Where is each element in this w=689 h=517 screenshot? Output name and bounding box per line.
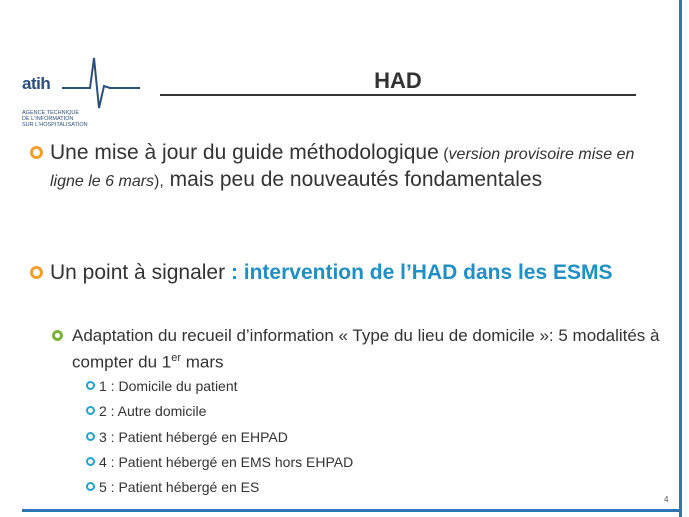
page-number: 4 [664,495,669,504]
modality-text: 2 : Autre domicile [99,403,207,419]
bottom-border-rule [22,509,682,512]
bullet-guide-update [30,140,670,194]
cyan-ring-bullet-icon [86,432,95,441]
modality-item [86,377,238,395]
modality-item [86,402,206,420]
cyan-ring-bullet-icon [86,381,95,390]
modality-item [86,428,288,446]
modality-text: 1 : Domicile du patient [99,378,238,394]
cyan-ring-bullet-icon [86,482,95,491]
orange-ring-bullet-icon [30,266,43,279]
orange-ring-bullet-icon [30,146,43,159]
bullet-note: version provisoire mise en ligne le 6 mars [50,146,635,190]
sub-bullet-tail-text: mars [181,352,224,372]
ordinal-superscript: er [171,352,182,364]
title-underline [160,94,636,96]
logo-subtitle-line: AGENCE TECHNIQUE [22,110,80,116]
modality-item [86,453,353,471]
modality-text: 4 : Patient hébergé en EMS hors EHPAD [99,454,354,470]
bullet-main-text: Un point à signaler [50,261,226,284]
bullet-text [30,260,630,285]
bullet-main-text: Une mise à jour du guide méthodologique [50,141,439,164]
modality-item [86,478,259,496]
bullet-highlight-text: : intervention de l’HAD dans les ESMS [225,261,613,284]
sub-bullet-text [52,325,672,374]
paren-open: ( [438,146,449,163]
paren-close: ), [154,173,164,190]
modality-text: 3 : Patient hébergé en EHPAD [99,429,288,445]
logo-wordmark: atih [22,74,51,93]
atih-logo [22,50,142,135]
modality-text: 5 : Patient hébergé en ES [99,479,260,495]
logo-subtitle-line: DE L'INFORMATION [22,116,74,122]
logo-subtitle-line: SUR L'HOSPITALISATION [22,122,88,128]
slide-title: HAD [374,68,422,93]
bullet-text [30,140,670,194]
sub-bullet-main-text: Adaptation du recueil d’information « Type du lieu de domicile »: 5 modalités à compter du 1 [72,326,660,372]
right-border-rule [679,0,682,517]
cyan-ring-bullet-icon [86,406,95,415]
logo-subtitle [22,110,122,128]
bullet-point-to-report [30,260,630,285]
cyan-ring-bullet-icon [86,457,95,466]
bullet-main-text-continued: mais peu de nouveautés fondamentales [163,168,543,191]
green-ring-bullet-icon [52,330,63,341]
sub-bullet-adaptation [52,325,672,374]
